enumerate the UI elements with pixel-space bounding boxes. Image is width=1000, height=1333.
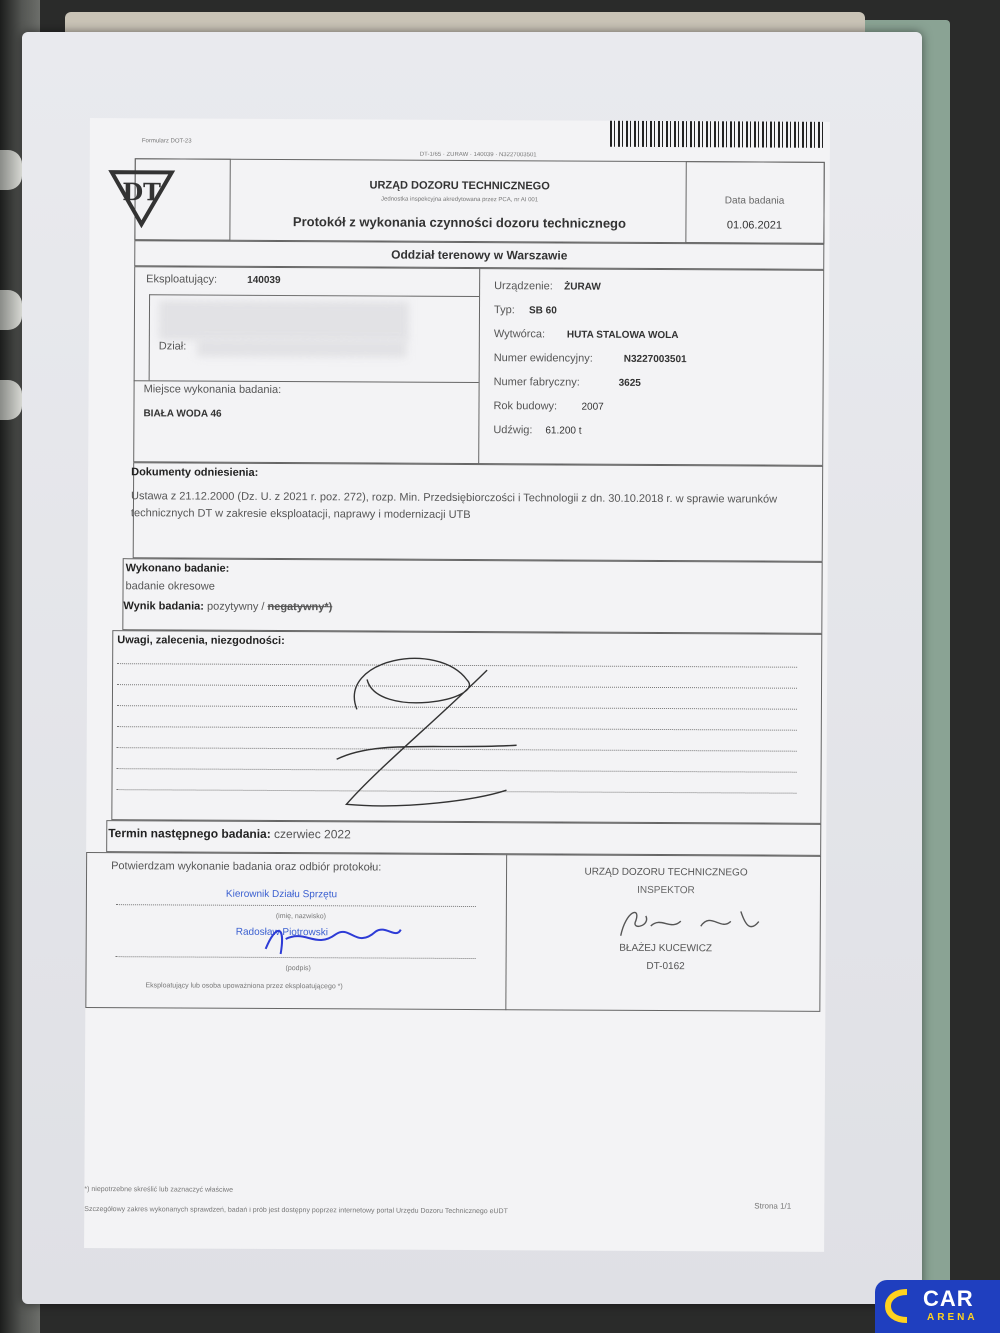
signature-caption: (podpis) xyxy=(285,965,311,973)
exam-result-positive: pozytywny xyxy=(206,600,259,613)
office-subtitle: Jednostka inspekcyjna akredytowana przez PCA, nr AI 001 xyxy=(381,196,539,204)
binder-ring-icon xyxy=(0,150,22,190)
exam-result-separator: / xyxy=(258,600,268,613)
confirmation-label: Potwierdzam wykonanie badania oraz odbiór protokołu: xyxy=(111,860,382,874)
reference-line: DT-1/65 · ŻURAW · 140039 · N3227003501 xyxy=(419,151,537,159)
footer-note: Szczegółowy zakres wykonanych sprawdzeń, badań i prób jest dostępny poprzez internetowy portal Urzędu Dozoru Technicznego eUDT xyxy=(84,1205,508,1216)
binder-ring-icon xyxy=(0,380,22,420)
remarks-label: Uwagi, zalecenia, niezgodności: xyxy=(117,634,285,648)
branch-name: Oddział terenowy w Warszawie xyxy=(391,247,568,263)
type-value: SB 60 xyxy=(528,305,557,317)
type-label: Typ: xyxy=(493,304,515,317)
capacity-value: 61.200 t xyxy=(545,425,582,437)
date-label: Data badania xyxy=(724,195,785,207)
operator-label: Eksploatujący: xyxy=(146,273,218,286)
exam-result-label: Wynik badania: xyxy=(123,600,204,613)
binder-ring-icon xyxy=(0,290,22,330)
strike-through-z-mark xyxy=(316,639,517,820)
protocol-document xyxy=(84,118,830,1252)
dept-label: Dział: xyxy=(158,340,187,353)
exam-date: 01.06.2021 xyxy=(726,219,783,232)
svg-text:DT: DT xyxy=(122,177,162,207)
year-label: Rok budowy: xyxy=(493,400,558,413)
car-arena-c-icon xyxy=(885,1288,911,1324)
capacity-label: Udźwig: xyxy=(493,424,533,437)
inspector-role: INSPEKTOR xyxy=(637,884,695,897)
stamp-line-1: Kierownik Działu Sprzętu xyxy=(225,888,338,901)
brand-line-1: CAR xyxy=(923,1286,974,1311)
brand-line-2: ARENA xyxy=(927,1312,978,1323)
location-value: BIAŁA WODA 46 xyxy=(143,408,222,420)
serial-label: Numer fabryczny: xyxy=(493,376,580,389)
office-title: URZĄD DOZORU TECHNICZNEGO xyxy=(369,179,550,193)
location-label: Miejsce wykonania badania: xyxy=(143,383,282,397)
device-label: Urządzenie: xyxy=(494,280,553,293)
stamp-caption: (imię, nazwisko) xyxy=(275,912,327,921)
next-exam-value: czerwiec 2022 xyxy=(274,826,351,842)
reg-number-value: N3227003501 xyxy=(623,353,687,366)
documents-label: Dokumenty odniesienia: xyxy=(131,466,259,479)
barcode xyxy=(610,121,825,148)
documents-text: Ustawa z 21.12.2000 (Dz. U. z 2021 r. poz. 272), rozp. Min. Przedsiębiorczości i Technologii z dn. 30.10.2018 r. w sprawie warunków technicznych DT w zakresie eksploatacji, naprawy i modernizacji UTB xyxy=(130,490,778,521)
protocol-title: Protokół z wykonania czynności dozoru technicznego xyxy=(292,214,626,231)
footnote: *) niepotrzebne skreślić lub zaznaczyć właściwe xyxy=(84,1185,234,1194)
redacted-address xyxy=(159,300,409,341)
operator-signature xyxy=(256,919,406,960)
next-exam xyxy=(108,826,351,841)
redacted-dept xyxy=(197,339,407,358)
form-code: Formularz DOT-23 xyxy=(141,138,192,145)
exam-done-label: Wykonano badanie: xyxy=(125,562,230,575)
exam-done-value: badanie okresowe xyxy=(125,580,215,593)
exam-result-negative: negatywny*) xyxy=(267,600,333,614)
reg-number-label: Numer ewidencyjny: xyxy=(493,352,593,365)
inspector-id: DT-0162 xyxy=(646,960,685,973)
maker-value: HUTA STALOWA WOLA xyxy=(566,329,679,342)
exam-result xyxy=(123,600,332,613)
next-exam-label: Termin następnego badania: xyxy=(108,826,271,841)
device-value: ŻURAW xyxy=(564,281,601,293)
operator-value: 140039 xyxy=(247,274,281,286)
serial-value: 3625 xyxy=(618,377,641,389)
inspector-signature xyxy=(611,901,761,942)
car-arena-logo xyxy=(875,1280,1000,1333)
inspector-name: BŁAŻEJ KUCEWICZ xyxy=(619,942,713,955)
page-number: Strona 1/1 xyxy=(754,1201,792,1211)
year-value: 2007 xyxy=(581,401,604,413)
udt-logo-icon xyxy=(107,166,175,228)
inspector-office: URZĄD DOZORU TECHNICZNEGO xyxy=(584,866,748,879)
stamp-line-2: Radosław Piotrowski xyxy=(235,926,329,939)
confirmation-note: Eksploatujący lub osoba upoważniona przez eksploatującego *) xyxy=(145,982,343,991)
maker-label: Wytwórca: xyxy=(493,328,546,341)
